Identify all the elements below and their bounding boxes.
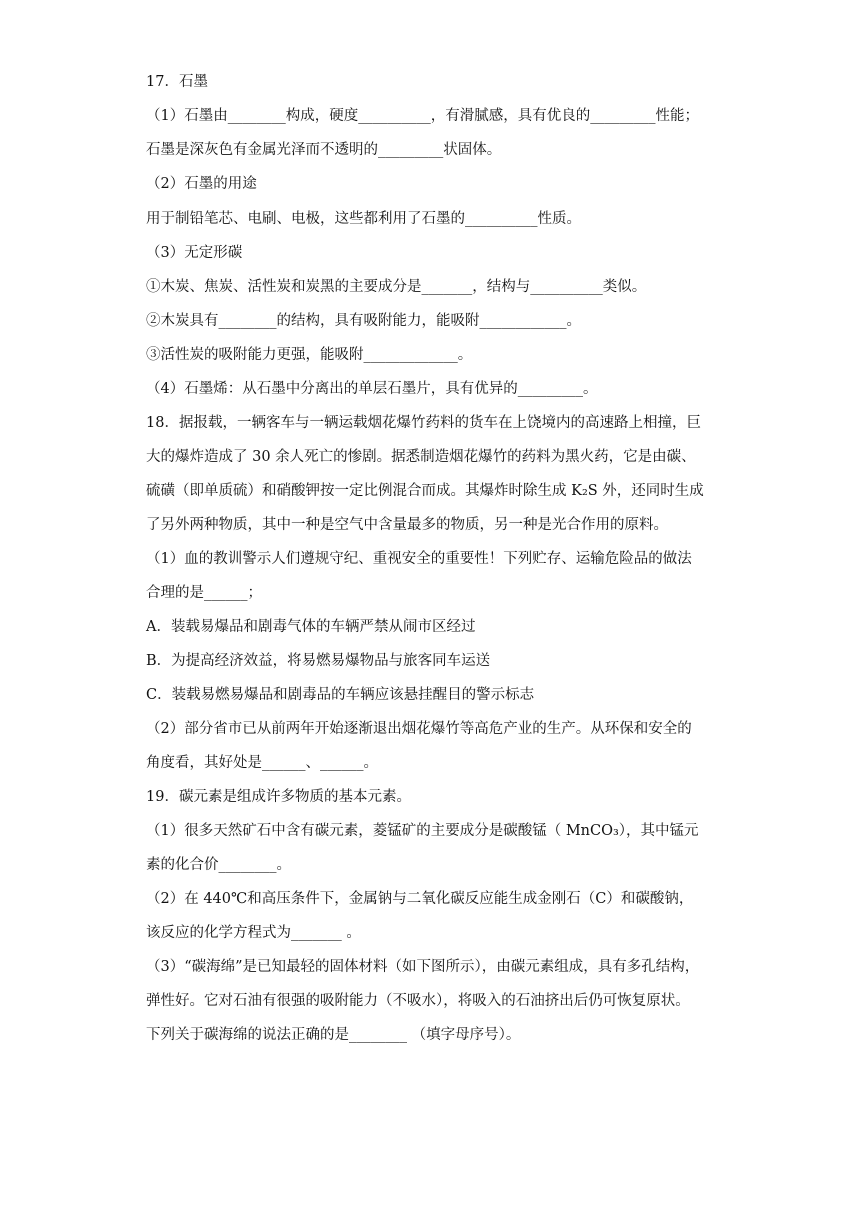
q17-part2-title: （2）石墨的用途 bbox=[146, 176, 257, 192]
q18-part2-line1: （2）部分省市已从前两年开始逐渐退出烟花爆竹等高危产业的生产。从环保和安全的 bbox=[146, 721, 692, 737]
q19-part2-line1: （2）在 440℃和高压条件下，金属钠与二氧化碳反应能生成金刚石（C）和碳酸钠， bbox=[146, 891, 694, 907]
q18-line2: 大的爆炸造成了 30 余人死亡的惨剧。据悉制造烟花爆竹的药料为黑火药，它是由碳、 bbox=[146, 449, 696, 465]
q19-part1-line1: （1）很多天然矿石中含有碳元素，菱锰矿的主要成分是碳酸锰（ MnCO₃），其中锰元 bbox=[146, 823, 699, 839]
q17-part3-item2: ②木炭具有________的结构，具有吸附能力，能吸附____________。 bbox=[146, 313, 581, 329]
q18-option-b: B．为提高经济效益，将易燃易爆物品与旅客同车运送 bbox=[146, 653, 491, 669]
q17-part1-line1: （1）石墨由________构成，硬度__________，有滑腻感，具有优良的_________性能； bbox=[146, 108, 699, 124]
q18-option-c: C．装载易燃易爆品和剧毒品的车辆应该悬挂醒目的警示标志 bbox=[146, 687, 535, 703]
q18-part1-line1: （1）血的教训警示人们遵规守纪、重视安全的重要性！下列贮存、运输危险品的做法 bbox=[146, 551, 692, 567]
q18-line3: 硫磺（即单质硫）和硝酸钾按一定比例混合而成。其爆炸时除生成 K₂S 外，还同时生成 bbox=[146, 483, 704, 499]
q18-part2-line2: 角度看，其好处是______、______。 bbox=[146, 755, 378, 771]
q19-part3-line3: 下列关于碳海绵的说法正确的是________ （填字母序号）。 bbox=[146, 1027, 521, 1043]
q19-title: 19．碳元素是组成许多物质的基本元素。 bbox=[146, 789, 411, 805]
q17-part4: （4）石墨烯：从石墨中分离出的单层石墨片，具有优异的_________。 bbox=[146, 381, 598, 397]
q18-part1-line2: 合理的是______； bbox=[146, 585, 262, 601]
q19-part3-line1: （3）“碳海绵”是已知最轻的固体材料（如下图所示），由碳元素组成，具有多孔结构， bbox=[146, 959, 700, 975]
q17-part2-text: 用于制铅笔芯、电刷、电极，这些都利用了石墨的__________性质。 bbox=[146, 211, 581, 227]
q18-option-a: A．装载易爆品和剧毒气体的车辆严禁从闹市区经过 bbox=[146, 619, 476, 635]
q19-part3-line2: 弹性好。它对石油有很强的吸附能力（不吸水），将吸入的石油挤出后仍可恢复原状。 bbox=[146, 993, 690, 1009]
q18-line4: 了另外两种物质，其中一种是空气中含量最多的物质，另一种是光合作用的原料。 bbox=[146, 517, 668, 533]
q19-part1-line2: 素的化合价________。 bbox=[146, 857, 291, 873]
q17-part3-item1: ①木炭、焦炭、活性炭和炭黑的主要成分是_______，结构与__________类似。 bbox=[146, 279, 647, 295]
q18-line1: 18．据报载，一辆客车与一辆运载烟花爆竹药料的货车在上饶境内的高速路上相撞，巨 bbox=[146, 415, 701, 431]
q17-part3-title: （3）无定形碳 bbox=[146, 245, 243, 261]
q17-part3-item3: ③活性炭的吸附能力更强，能吸附_____________。 bbox=[146, 347, 473, 363]
q19-part2-line2: 该反应的化学方程式为_______ 。 bbox=[146, 925, 361, 941]
q17-part1-line2: 石墨是深灰色有金属光泽而不透明的_________状固体。 bbox=[146, 142, 502, 158]
q17-title: 17．石墨 bbox=[146, 74, 208, 90]
